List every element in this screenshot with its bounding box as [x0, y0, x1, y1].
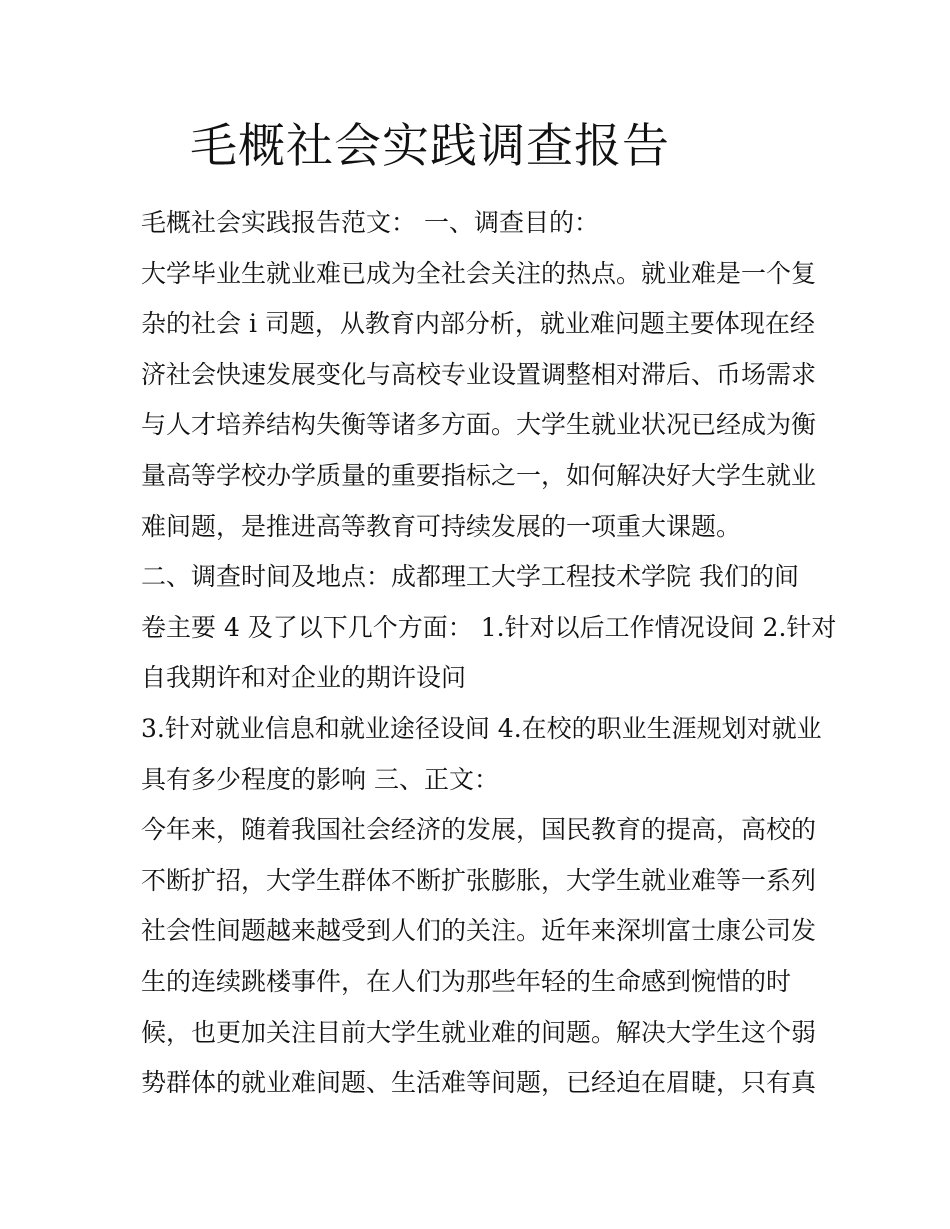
body-line: 今年来，随着我国社会经济的发展，国民教育的提高，高校的 [141, 815, 817, 845]
body-line: 难间题，是推进高等教育可持续发展的一项重大课题。 [141, 511, 742, 541]
body-line: 具有多少程度的影响 三、正文： [141, 764, 499, 794]
body-line: 候，也更加关注目前大学生就业难的间题。解决大学生这个弱 [141, 1017, 817, 1047]
body-line: 生的连续跳楼事件，在人们为那些年轻的生命感到惋惜的时 [141, 966, 792, 996]
body-line: 济社会快速发展变化与高校专业设置调整相对滞后、币场需求 [141, 359, 817, 389]
body-line: 自我期许和对企业的期许设问 [141, 663, 467, 693]
document-title: 毛概社会实践调查报告 [190, 119, 670, 174]
body-line: 量高等学校办学质量的重要指标之一，如何解决好大学生就业 [141, 460, 817, 490]
body-line: 社会性间题越来越受到人们的关注。近年来深圳富士康公司发 [141, 916, 817, 946]
body-line: 势群体的就业难间题、生活难等间题，已经迫在眉睫，只有真 [141, 1068, 817, 1098]
body-line: 不断扩招，大学生群体不断扩张膨胀，大学生就业难等一系列 [141, 865, 817, 895]
body-line: 卷主要 4 及了以下几个方面： 1.针对以后工作情况设间 2.针对 [141, 612, 837, 642]
body-line: 大学毕业生就业难已成为全社会关注的热点。就业难是一个复 [141, 258, 817, 288]
body-line: 二、调查时间及地点：成都理工大学工程技术学院 我们的间 [141, 562, 799, 592]
document-body [141, 198, 837, 1109]
body-line: 毛概社会实践报告范文： 一、调查目的： [141, 208, 599, 237]
body-line: 杂的社会 i 司题，从教育内部分析，就业难问题主要体现在经 [141, 309, 815, 339]
body-line: 3.针对就业信息和就业途径设间 4.在校的职业生涯规划对就业 [141, 713, 822, 743]
body-line: 与人才培养结构失衡等诸多方面。大学生就业状况已经成为衡 [141, 410, 817, 440]
